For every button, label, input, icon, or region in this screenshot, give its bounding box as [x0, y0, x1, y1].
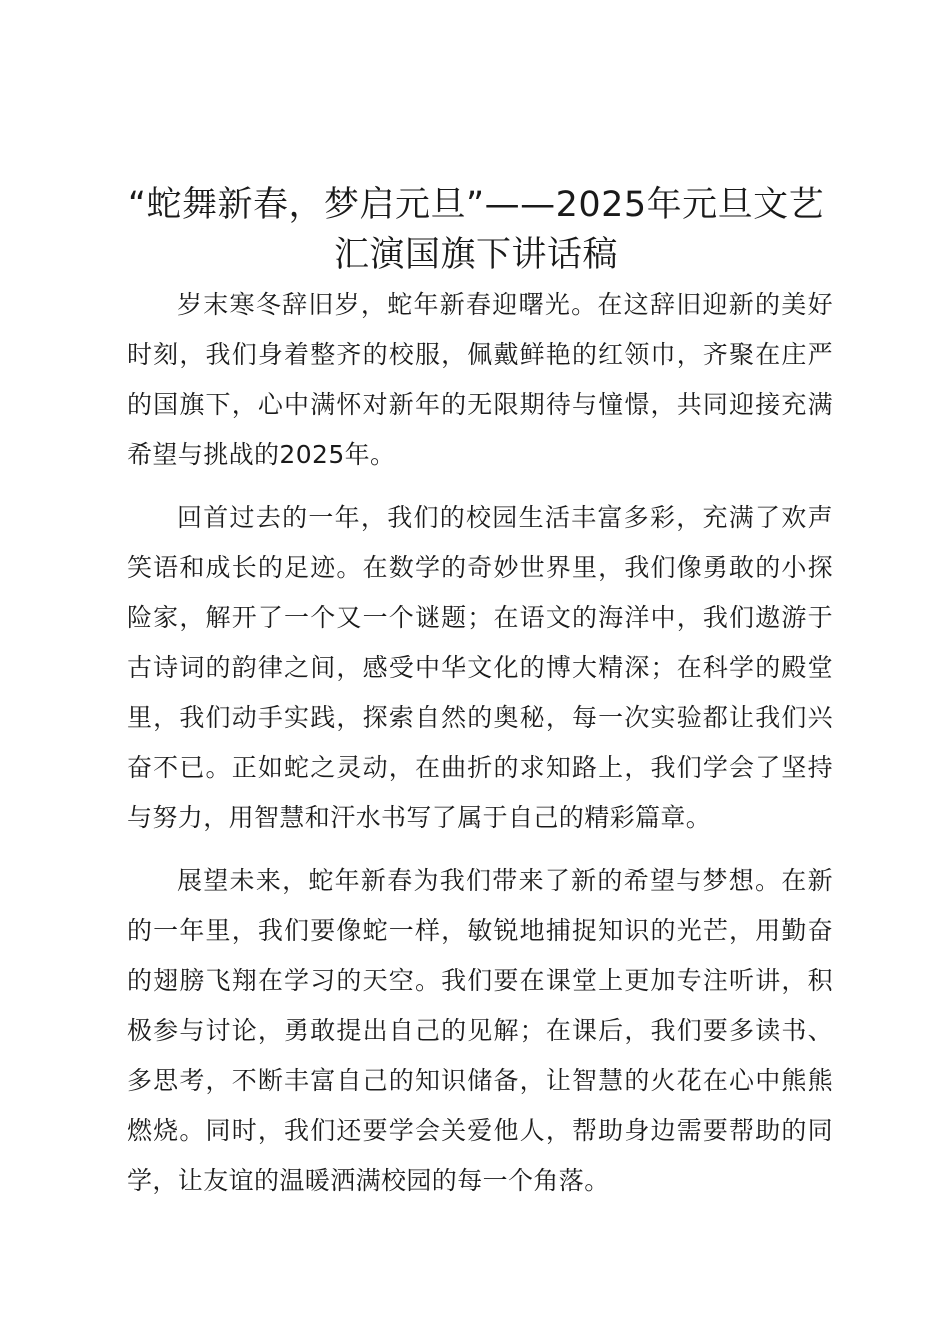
paragraph: 回首过去的一年，我们的校园生活丰富多彩，充满了欢声笑语和成长的足迹。在数学的奇妙世界里，我们像勇敢的小探险家，解开了一个又一个谜题；在语文的海洋中，我们遨游于古诗词的韵律之间，感受中华文化的博大精深；在科学的殿堂里，我们动手实践，探索自然的奥秘，每一次实验都让我们兴奋不已。正如蛇之灵动，在曲折的求知路上，我们学会了坚持与努力，用智慧和汗水书写了属于自己的精彩篇章。 — [127, 503, 833, 832]
paragraph: 岁末寒冬辞旧岁，蛇年新春迎曙光。在这辞旧迎新的美好时刻，我们身着整齐的校服，佩戴鲜艳的红领巾，齐聚在庄严的国旗下，心中满怀对新年的无限期待与憧憬，共同迎接充满希望与挑战的2025年。 — [127, 290, 833, 469]
document-body — [127, 280, 833, 1219]
document-title: “蛇舞新春，梦启元旦”——2025年元旦文艺汇演国旗下讲话稿 — [127, 185, 825, 275]
paragraph: 展望未来，蛇年新春为我们带来了新的希望与梦想。在新的一年里，我们要像蛇一样，敏锐地捕捉知识的光芒，用勤奋的翅膀飞翔在学习的天空。我们要在课堂上更加专注听讲，积极参与讨论，勇敢提出自己的见解；在课后，我们要多读书、多思考，不断丰富自己的知识储备，让智慧的火花在心中熊熊燃烧。同时，我们还要学会关爱他人，帮助身边需要帮助的同学，让友谊的温暖洒满校园的每一个角落。 — [127, 866, 833, 1195]
